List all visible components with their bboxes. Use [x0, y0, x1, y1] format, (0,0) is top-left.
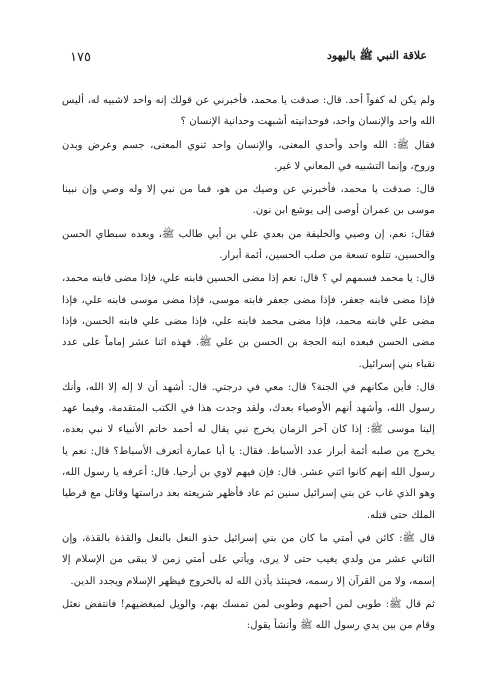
page-number: ١٧٥ — [70, 49, 91, 65]
paragraph: قال: فأين مكانهم في الجنة؟ قال: معي في درجتي. قال: أشهد أن لا إله إلا الله، وأنك رسول الله، وأشهد أنهم الأوصياء بعدك، ولقد وجدت هذا في الكتب المتقدمة، وفيما عهد إلينا موسى ﷺ: إذا كان آخر الزمان يخرج نبي يقال له أحمد خاتم الأنبياء لا نبي بعده، يخرج من صلبه أئمة أبرار عدد الأسباط. فقال: يا أبا عمارة أتعرف الأسباط؟ قال: نعم يا رسول الله إنهم كانوا اثني عشر. قال: فإن فيهم لاوي بن أرحيا. قال: أعرفه يا رسول الله، وهو الذي غاب عن بني إسرائيل سنين ثم عاد فأظهر شريعته بعد دراستها وقاتل مع قرطيا الملك حتى قتله. — [62, 381, 435, 521]
paragraph: قال: صدقت يا محمد، فأخبرني عن وصيك من هو، فما من نبي إلا وله وصي وإن نبينا موسى بن عمران أوصى إلى يوشع ابن نون. — [62, 184, 435, 217]
paragraph: قال: يا محمد فسمهم لي ؟ قال: نعم إذا مضى الحسين فابنه علي، فإذا مضى فابنه محمد، فإذا مضى فابنه جعفر، فإذا مضى جعفر فابنه موسى، فإذا مضى موسى فابنه علي، فإذا مضى علي فابنه محمد، فإذا مضى محمد فابنه علي، فإذا مضى علي فابنه الحسن، فإذا مضى الحسن فبعده ابنه الحجة بن الحسن بن علي ﷺ. فهذه اثنا عشر إماماً على عدد نقباء بني إسرائيل. — [62, 273, 435, 370]
paragraph: فقال ﷺ: الله واحد وأحدي المعنى، والإنسان واحد ثنوي المعنى، جسم وعرض وبدن وروح، وإنما التشبيه في المعاني لا غير. — [62, 139, 435, 172]
page-body — [62, 90, 435, 637]
paragraph: ثم قال ﷺ: طوبى لمن أحبهم وطوبى لمن تمسك بهم، والويل لمبغضيهم! فانتفض نعثل وقام من بين يدي رسول الله ﷺ وأنشأ يقول: — [62, 598, 435, 632]
paragraph: قال ﷺ: كائن في أمتي ما كان من بني إسرائيل حذو النعل بالنعل والقذة بالقذة، وإن الثاني عشر من ولدي يغيب حتى لا يرى، ويأتي على أمتي زمن لا يبقى من الإسلام إلا إسمه، ولا من القرآن إلا رسمه، فحينئذ يأذن الله له بالخروج فيظهر الإسلام ويجدد الدين. — [62, 532, 435, 587]
running-title: علاقة النبي ﷺ باليهود — [326, 49, 427, 62]
paragraph: ولم يكن له كفواً أحد. قال: صدقت يا محمد، فأخبرني عن قولك إنه واحد لاشبيه له، أليس الله واحد والإنسان واحد، فوحدانيته أشبهت وحدانية الإنسان ؟ — [62, 95, 435, 128]
page-header — [70, 48, 427, 66]
paragraph: فقال: نعم، إن وصيي والخليفة من بعدي علي بن أبي طالب ﷺ، وبعده سبطاي الحسن والحسين، تتلوه تسعة من صلب الحسين، أئمة أبرار. — [62, 228, 435, 262]
